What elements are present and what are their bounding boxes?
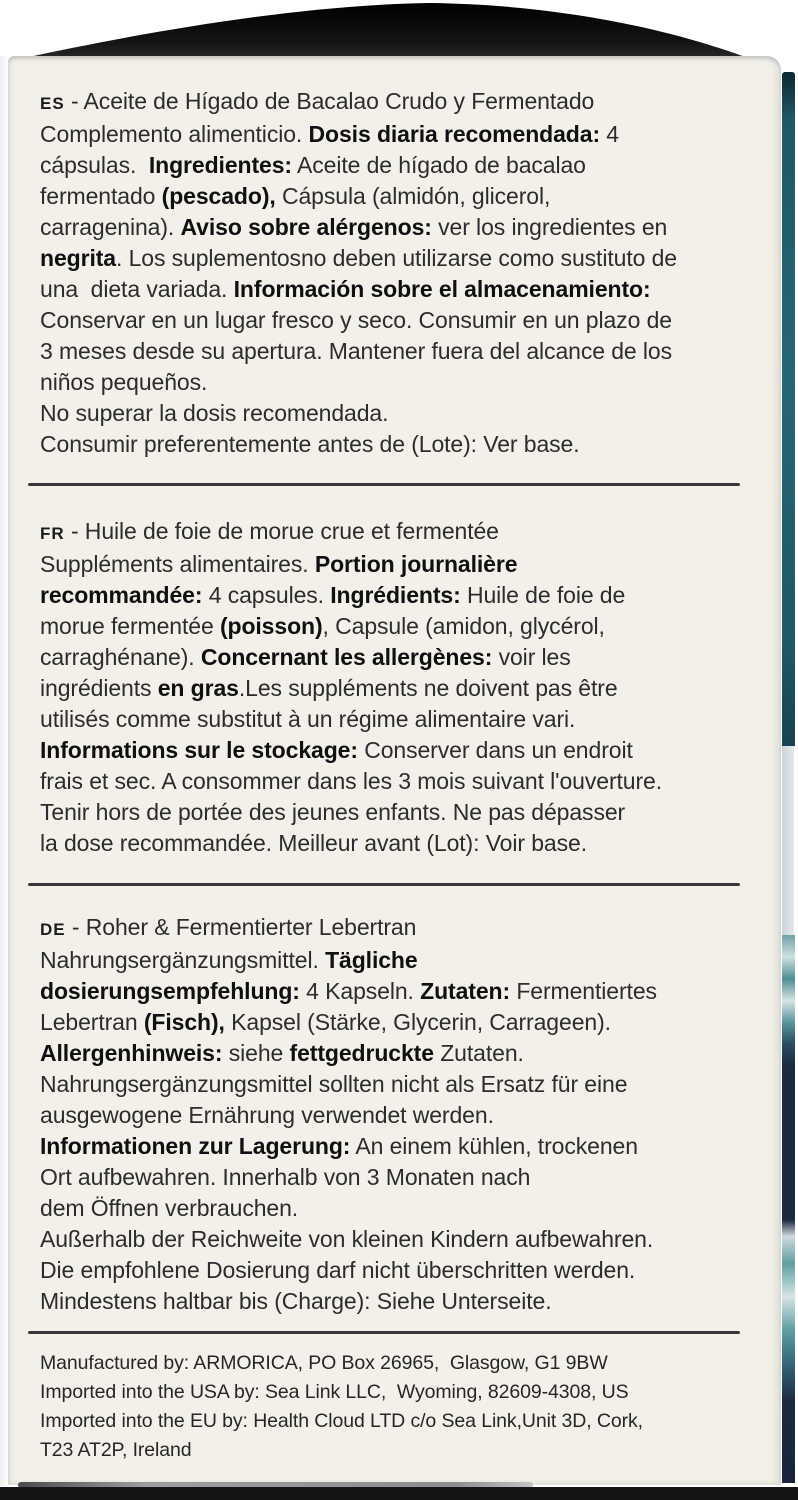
- text-segment: .Les suppléments ne doivent pas être: [238, 675, 618, 701]
- text-segment: niños pequeños.: [40, 369, 208, 395]
- bold-text-segment: Dosis diaria recomendada:: [308, 121, 601, 147]
- section-divider: [28, 1331, 740, 1334]
- bold-text-segment: Concernant les allergènes:: [200, 644, 493, 670]
- text-line: [40, 673, 752, 704]
- text-line: [40, 704, 752, 735]
- text-segment: Huile de foie de: [460, 582, 626, 608]
- text-line: [40, 976, 752, 1007]
- text-segment: utilisés comme substitut à un régime alimentaire vari.: [40, 706, 576, 732]
- bold-text-segment: Portion journalière: [314, 551, 518, 577]
- text-line: [40, 642, 752, 673]
- section-divider: [28, 883, 740, 886]
- text-segment: , Capsule (amidon, glycérol,: [322, 613, 605, 639]
- text-line: [40, 150, 752, 181]
- text-segment: Mindestens haltbar bis (Charge): Siehe Unterseite.: [40, 1288, 552, 1314]
- text-segment: la dose recommandée. Meilleur avant (Lot): Voir base.: [40, 830, 587, 856]
- manufacturer-info: [40, 1349, 752, 1465]
- text-segment: No superar la dosis recomendada.: [40, 400, 389, 426]
- text-segment: Consumir preferentemente antes de (Lote): Ver base.: [40, 431, 580, 457]
- text-line: [40, 549, 752, 580]
- bold-text-segment: Informationen zur Lagerung:: [40, 1133, 351, 1159]
- text-line: [40, 516, 752, 549]
- text-segment: Kapsel (Stärke, Glycerin, Carrageen).: [224, 1009, 611, 1035]
- text-segment: siehe: [222, 1040, 290, 1066]
- text-line: [40, 398, 752, 429]
- text-line: [40, 735, 752, 766]
- text-line: [40, 367, 752, 398]
- bold-text-segment: negrita: [40, 245, 116, 271]
- text-segment: Cápsula (almidón, glicerol,: [275, 183, 551, 209]
- text-segment: ingrédients: [40, 675, 158, 701]
- text-segment: Außerhalb der Reichweite von kleinen Kindern aufbewahren.: [40, 1226, 654, 1252]
- bold-text-segment: (poisson): [219, 613, 323, 639]
- text-line: [40, 1193, 752, 1224]
- bold-text-segment: Informations sur le stockage:: [40, 737, 358, 763]
- text-segment: carraghénane).: [40, 644, 201, 670]
- text-line: [40, 1162, 752, 1193]
- text-segment: Zutaten.: [433, 1040, 524, 1066]
- text-segment: Die empfohlene Dosierung darf nicht überschritten werden.: [40, 1257, 636, 1283]
- box-edge-illustrated-wave: [782, 935, 795, 1483]
- label-section-fr: [40, 516, 752, 859]
- text-line: [40, 1407, 752, 1436]
- language-code: ES: [40, 94, 65, 113]
- text-segment: frais et sec. A consommer dans les 3 mois suivant l'ouverture.: [40, 768, 663, 794]
- bold-text-segment: Ingrédients:: [330, 582, 461, 608]
- bold-text-segment: fettgedruckte: [289, 1040, 434, 1066]
- text-line: [40, 580, 752, 611]
- text-line: [40, 212, 752, 243]
- bold-text-segment: Allergenhinweis:: [40, 1040, 223, 1066]
- text-segment: 4 Kapseln.: [299, 978, 421, 1004]
- text-segment: - Huile de foie de morue crue et fermentée: [64, 518, 499, 544]
- text-line: [40, 305, 752, 336]
- text-segment: morue fermentée: [40, 613, 220, 639]
- text-segment: Conserver dans un endroit: [357, 737, 633, 763]
- text-segment: carragenina).: [40, 214, 181, 240]
- bold-text-segment: Zutaten:: [420, 978, 511, 1004]
- text-segment: Nahrungsergänzungsmittel sollten nicht als Ersatz für eine: [40, 1071, 628, 1097]
- bold-text-segment: Aviso sobre alérgenos:: [180, 214, 432, 240]
- text-segment: An einem kühlen, trockenen: [350, 1133, 638, 1159]
- bold-text-segment: (Fisch),: [143, 1009, 225, 1035]
- bold-text-segment: dosierungsempfehlung:: [40, 978, 300, 1004]
- label-panel: [8, 56, 781, 1485]
- text-line: [40, 181, 752, 212]
- bold-text-segment: Tägliche: [325, 947, 418, 973]
- text-segment: voir les: [492, 644, 571, 670]
- bold-text-segment: en gras: [157, 675, 239, 701]
- text-line: [40, 429, 752, 460]
- language-code: FR: [40, 524, 65, 543]
- text-segment: Fermentiertes: [510, 978, 657, 1004]
- text-line: [40, 1286, 752, 1317]
- text-segment: - Roher & Fermentierter Lebertran: [65, 914, 417, 940]
- text-line: [40, 1436, 752, 1465]
- text-line: [40, 1131, 752, 1162]
- text-line: [40, 1007, 752, 1038]
- text-line: [40, 766, 752, 797]
- box-edge-light: [782, 746, 794, 935]
- text-segment: 3 meses desde su apertura. Mantener fuera del alcance de los: [40, 338, 672, 364]
- text-segment: Imported into the EU by: Health Cloud LTD c/o Sea Link,Unit 3D, Cork,: [40, 1410, 643, 1432]
- text-segment: Ort aufbewahren. Innerhalb von 3 Monaten nach: [40, 1164, 531, 1190]
- text-line: [40, 797, 752, 828]
- label-section-es: [40, 86, 752, 460]
- text-segment: Manufactured by: ARMORICA, PO Box 26965, Glasgow, G1 9BW: [40, 1352, 608, 1374]
- text-line: [40, 1038, 752, 1069]
- bold-text-segment: recommandée:: [40, 582, 203, 608]
- text-segment: T23 AT2P, Ireland: [40, 1439, 192, 1461]
- text-line: [40, 1100, 752, 1131]
- bold-text-segment: Ingredientes:: [148, 152, 292, 178]
- text-segment: Conservar en un lugar fresco y seco. Consumir en un plazo de: [40, 307, 672, 333]
- text-line: [40, 243, 752, 274]
- box-edge-teal: [782, 72, 795, 746]
- label-section-de: [40, 912, 752, 1317]
- text-segment: 4: [600, 121, 619, 147]
- text-line: [40, 1349, 752, 1378]
- text-segment: dem Öffnen verbrauchen.: [40, 1195, 299, 1221]
- text-segment: Nahrungsergänzungsmittel.: [40, 947, 326, 973]
- text-segment: ver los ingredientes en: [431, 214, 668, 240]
- text-segment: - Aceite de Hígado de Bacalao Crudo y Fermentado: [64, 88, 595, 114]
- text-segment: cápsulas.: [40, 152, 149, 178]
- text-line: [40, 611, 752, 642]
- text-line: [40, 1224, 752, 1255]
- text-line: [40, 336, 752, 367]
- text-segment: fermentado: [40, 183, 162, 209]
- text-line: [40, 86, 752, 119]
- text-segment: Complemento alimenticio.: [40, 121, 309, 147]
- text-line: [40, 945, 752, 976]
- text-line: [40, 1255, 752, 1286]
- text-line: [40, 1069, 752, 1100]
- text-line: [40, 1378, 752, 1407]
- text-segment: ausgewogene Ernährung verwendet werden.: [40, 1102, 494, 1128]
- text-segment: Tenir hors de portée des jeunes enfants. Ne pas dépasser: [40, 799, 626, 825]
- text-segment: Lebertran: [40, 1009, 144, 1035]
- language-code: DE: [40, 920, 66, 939]
- text-segment: 4 capsules.: [202, 582, 331, 608]
- text-line: [40, 912, 752, 945]
- section-divider: [28, 483, 740, 486]
- text-line: [40, 828, 752, 859]
- text-segment: Imported into the USA by: Sea Link LLC, Wyoming, 82609-4308, US: [40, 1381, 629, 1403]
- text-segment: Suppléments alimentaires.: [40, 551, 315, 577]
- text-segment: . Los suplementosno deben utilizarse como sustituto de: [115, 245, 677, 271]
- box-bottom-shadow: [0, 1487, 798, 1500]
- text-segment: Aceite de hígado de bacalao: [291, 152, 586, 178]
- text-line: [40, 274, 752, 305]
- bold-text-segment: (pescado),: [161, 183, 276, 209]
- text-segment: una dieta variada.: [40, 276, 234, 302]
- text-line: [40, 119, 752, 150]
- bold-text-segment: Información sobre el almacenamiento:: [233, 276, 651, 302]
